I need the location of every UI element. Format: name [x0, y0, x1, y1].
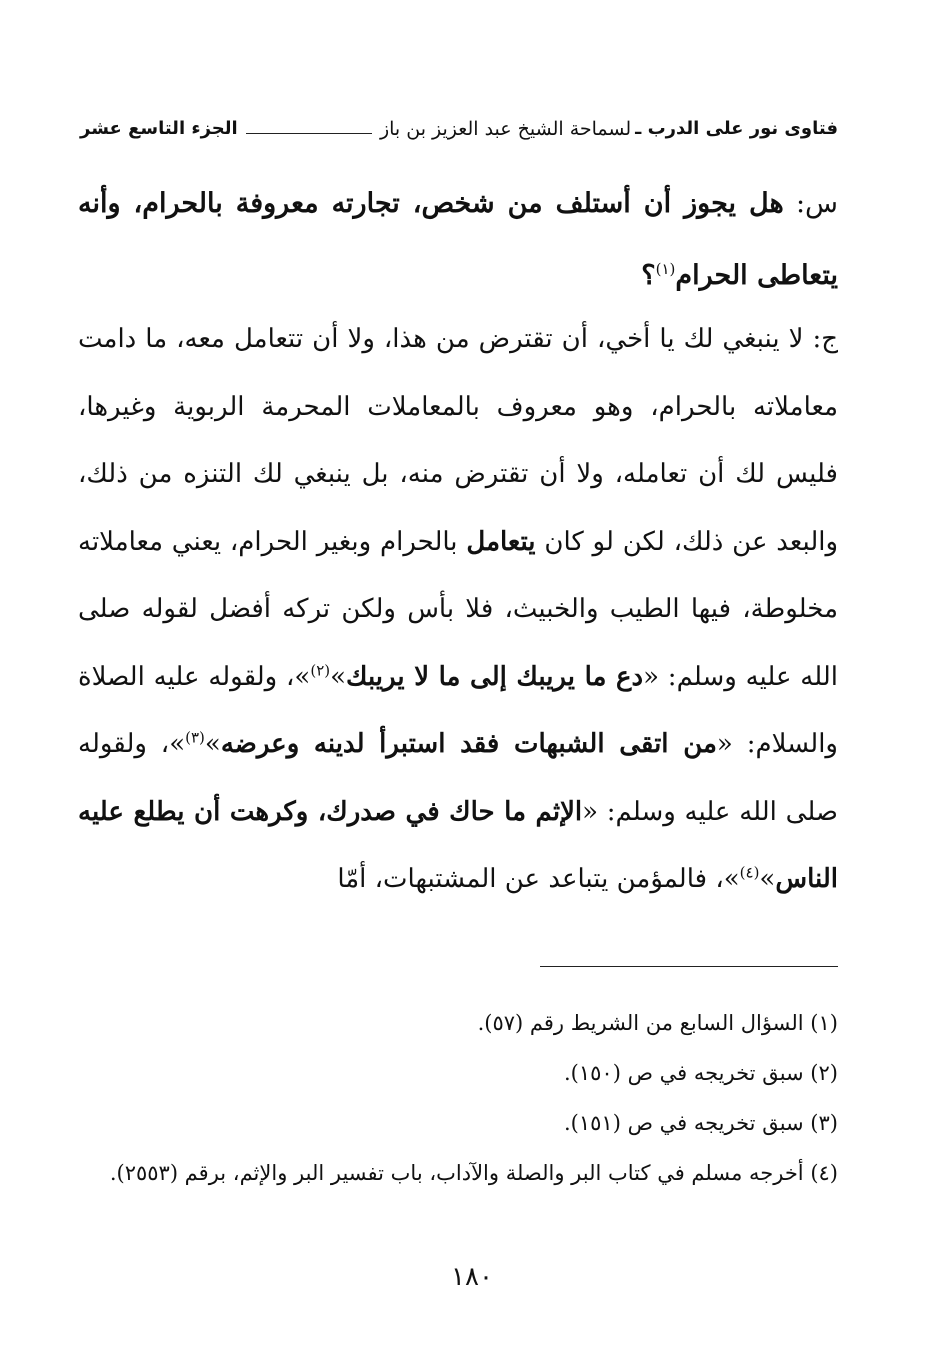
footnote-ref-4: (٤) [739, 863, 760, 882]
footnote-1: (١) السؤال السابع من الشريط رقم (٥٧). [477, 1011, 838, 1035]
hadith-quote-3: الإثم ما حاك في صدرك، وكرهت أن يطلع عليه الناس [78, 796, 838, 894]
footnote-ref-1: (١) [655, 260, 676, 278]
answer-text-2: بالحرام وبغير الحرام، يعني معاملاته مخلوطة، فيها الطيب والخبيث، فلا بأس ولكن تركه أفضل لقوله صلى الله عليه وسلم: « [78, 526, 839, 692]
hadith-close-1: » [330, 661, 347, 692]
footnote-separator [540, 966, 838, 967]
hadith-quote-1: دع ما يريبك إلى ما لا يريبك [346, 661, 644, 692]
header-rule [246, 133, 372, 134]
answer-text-1: ج: لا ينبغي لك يا أخي، أن تقترض من هذا، ولا أن تتعامل معه، ما دامت معاملاته بالحرام، وهو معروف بالمعاملات المحرمة الربوية وغيرها، فليس لك أن تعامله، ولا أن تقترض منه، بل ينبغي لك التنزه من ذلك، والبعد عن ذلك، لكن لو كان [78, 324, 839, 557]
question-prefix: س: [795, 188, 838, 219]
footnote-ref-2: (٢) [310, 660, 331, 679]
header-title: فتاوى نور على الدرب ـ [635, 118, 838, 139]
answer-text-5: »، فالمؤمن يتباعد عن المشتبهات، أمّا [337, 864, 740, 894]
running-header [80, 112, 838, 146]
footnote-4: (٤) أخرجه مسلم في كتاب البر والصلة والآداب، باب تفسير البر والإثم، برقم (٢٥٥٣). [109, 1161, 838, 1185]
header-subtitle: لسماحة الشيخ عبد العزيز بن باز [379, 117, 632, 140]
footnotes [78, 998, 838, 1198]
footnote-ref-3: (٣) [185, 728, 205, 747]
header-volume: الجزء التاسع عشر [80, 118, 238, 139]
answer-text-4: »، ولقوله صلى الله عليه وسلم: « [78, 729, 838, 827]
question-end: ؟ [641, 260, 656, 291]
hadith-close-3: » [759, 864, 776, 894]
hadith-close-2: » [204, 729, 221, 759]
footnote-2: (٢) سبق تخريجه في ص (١٥٠). [564, 1061, 838, 1085]
question-paragraph [78, 168, 838, 312]
answer-bold-word: يتعامل [466, 526, 536, 557]
answer-paragraph [78, 306, 838, 914]
page-number: ١٨٠ [451, 1262, 493, 1292]
question-text: هل يجوز أن أستلف من شخص، تجارته معروفة بالحرام، وأنه يتعاطى الحرام [78, 188, 838, 291]
footnote-3: (٣) سبق تخريجه في ص (١٥١). [564, 1111, 838, 1135]
hadith-quote-2: من اتقى الشبهات فقد استبرأ لدينه وعرضه [220, 729, 717, 759]
answer-text-3: »، ولقوله عليه الصلاة والسلام: « [78, 661, 838, 759]
